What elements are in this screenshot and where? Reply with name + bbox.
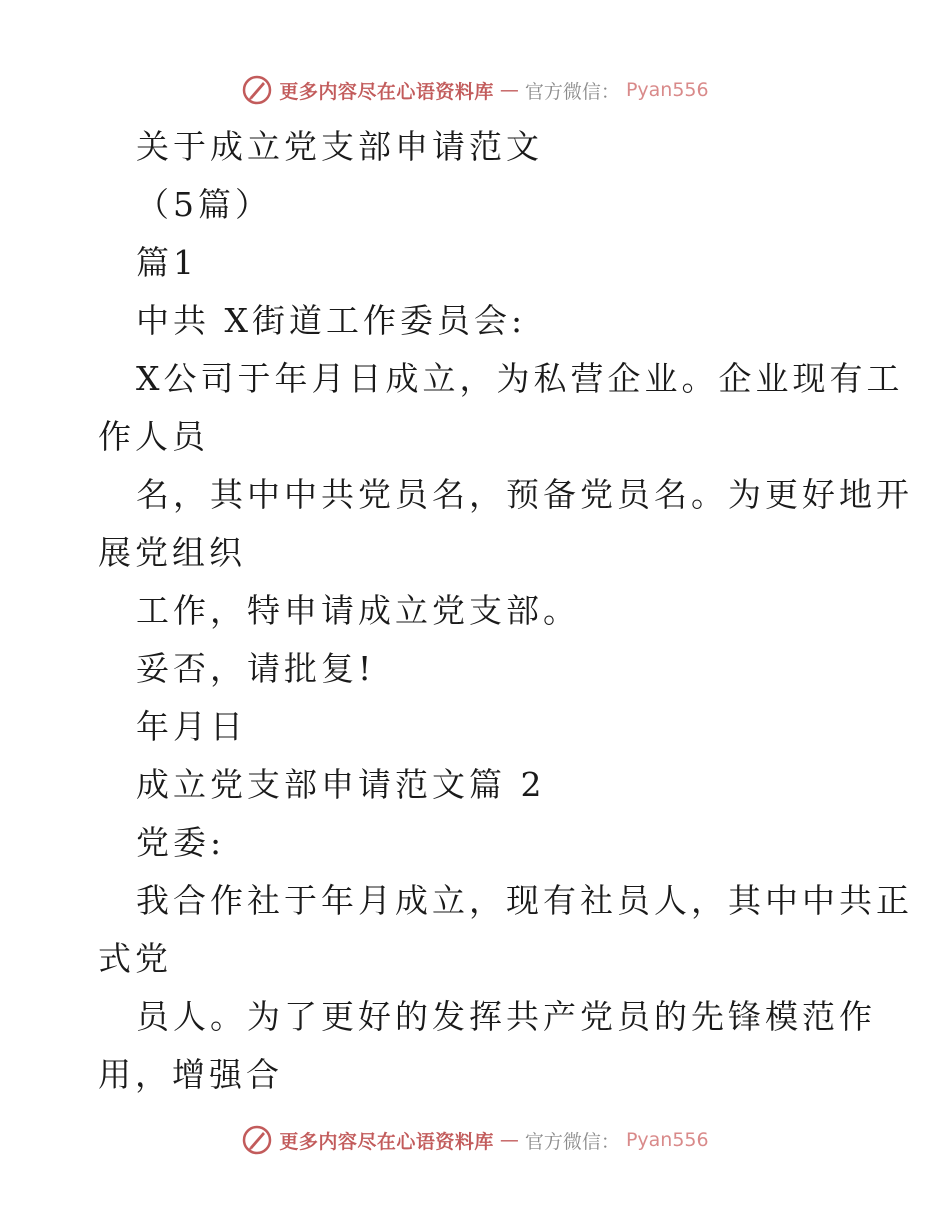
paragraph-line: 工作，特申请成立党支部。 bbox=[136, 591, 580, 630]
paragraph-line: 名，其中中共党员名，预备党员名。为更好地开 bbox=[136, 475, 913, 514]
section-heading: 篇1 bbox=[136, 243, 198, 282]
quill-pen-icon bbox=[241, 74, 273, 106]
paragraph-line: X公司于年月日成立，为私营企业。企业现有工 bbox=[136, 359, 904, 398]
banner-contact-id: Pyan556 bbox=[625, 79, 709, 101]
banner-contact-label: 官方微信： bbox=[524, 1130, 620, 1153]
addressee-line: 中共 X街道工作委员会: bbox=[136, 301, 527, 340]
section-heading: 成立党支部申请范文篇 2 bbox=[136, 765, 546, 804]
document-subtitle: （5篇） bbox=[136, 185, 272, 224]
paragraph-line: 作人员 bbox=[98, 417, 209, 456]
paragraph-line: 式党 bbox=[98, 939, 172, 978]
paragraph-line: 妥否，请批复! bbox=[136, 649, 376, 688]
paragraph-line: 我合作社于年月成立，现有社员人，其中中共正 bbox=[136, 881, 913, 920]
paragraph-line: 用，增强合 bbox=[98, 1055, 283, 1094]
footer-banner bbox=[0, 1120, 950, 1160]
banner-separator: — bbox=[499, 79, 519, 101]
paragraph-line: 员人。为了更好的发挥共产党员的先锋模范作 bbox=[136, 997, 876, 1036]
document-body bbox=[98, 118, 913, 1104]
banner-separator: — bbox=[499, 1129, 519, 1151]
banner-title: 更多内容尽在心语资料库 bbox=[279, 80, 494, 103]
date-line: 年月日 bbox=[136, 707, 247, 746]
addressee-line: 党委: bbox=[136, 823, 226, 862]
quill-pen-icon bbox=[241, 1124, 273, 1156]
header-banner bbox=[0, 70, 950, 110]
document-title: 关于成立党支部申请范文 bbox=[136, 127, 543, 166]
paragraph-line: 展党组织 bbox=[98, 533, 246, 572]
banner-contact-id: Pyan556 bbox=[625, 1129, 709, 1151]
banner-contact-label: 官方微信： bbox=[524, 80, 620, 103]
banner-title: 更多内容尽在心语资料库 bbox=[279, 1130, 494, 1153]
